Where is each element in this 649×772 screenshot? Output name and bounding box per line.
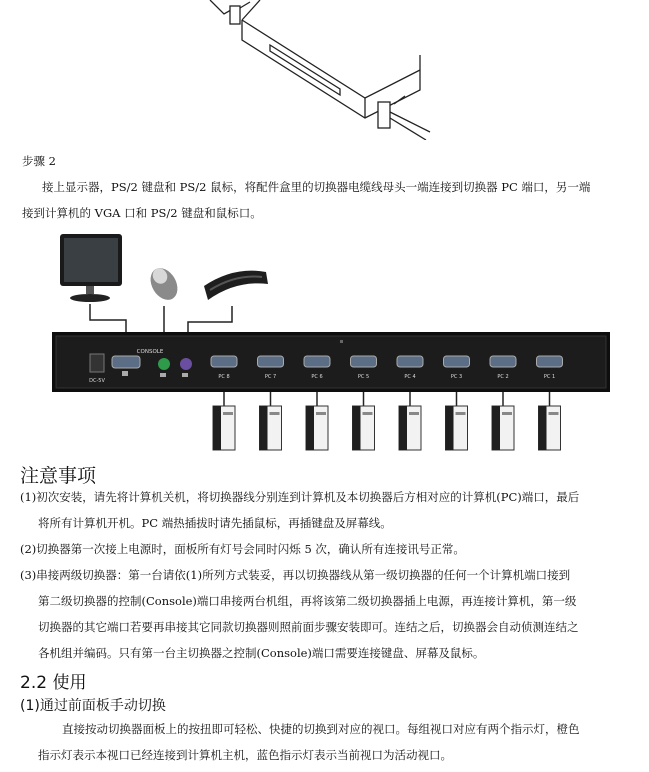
port-label: PC 3	[450, 374, 463, 380]
vga-port	[258, 356, 284, 367]
computer-tower-icon	[353, 406, 375, 450]
vga-port	[397, 356, 423, 367]
dc-label: DC-5V	[89, 378, 105, 384]
note-line: 切换器的其它端口若要再串接其它同款切换器则照前面步骤安装即可。连结之后，切换器会自动侦测连结之	[38, 620, 579, 634]
subsection-heading: (1)通过前面板手动切换	[20, 698, 166, 714]
vga-port	[490, 356, 516, 367]
computer-tower-icon	[399, 406, 421, 450]
computer-tower-icon	[492, 406, 514, 450]
vga-port	[351, 356, 377, 367]
note-line: 各机组并编码。只有第一台主切换器之控制(Console)端口需要连接键盘、屏幕及鼠标。	[38, 646, 485, 660]
rackmount-illustration	[190, 0, 450, 140]
note-line: (2)切换器第一次接上电源时，面板所有灯号会同时闪烁 5 次，确认所有连接讯号正常。	[20, 542, 465, 556]
connection-diagram	[52, 228, 610, 460]
section-heading: 2.2 使用	[20, 673, 87, 693]
computer-tower-icon	[213, 406, 235, 450]
usage-paragraph-line: 直接按动切换器面板上的按扭即可轻松、快捷的切换到对应的视口。每组视口对应有两个指示灯，橙色	[62, 722, 580, 736]
vga-port	[537, 356, 563, 367]
port-label: PC 4	[404, 374, 416, 380]
note-line: (1)初次安装，请先将计算机关机，将切换器线分别连到计算机及本切换器后方相对应的计算机(PC)端口，最后	[20, 490, 580, 504]
port-label: PC 5	[357, 374, 370, 380]
note-line: 第二级切换器的控制(Console)端口串接两台机组，再将该第二级切换器插上电源，再连接计算机，第一级	[38, 594, 577, 608]
computer-tower-icon	[446, 406, 468, 450]
port-label: PC 8	[218, 374, 230, 380]
vga-port	[211, 356, 237, 367]
note-line: (3)串接两级切换器：第一台请依(1)所列方式装妥，再以切换器线从第一级切换器的任何一个计算机端口接到	[20, 568, 571, 582]
note-line: 将所有计算机开机。PC 端热插拔时请先插鼠标，再插键盘及屏幕线。	[38, 516, 392, 530]
vga-port	[444, 356, 470, 367]
port-label: PC 6	[311, 374, 323, 380]
step-paragraph-line: 接到计算机的 VGA 口和 PS/2 键盘和鼠标口。	[22, 206, 262, 220]
port-label: PC 2	[497, 374, 509, 380]
monitor-icon	[60, 234, 122, 302]
step-paragraph-line: 接上显示器，PS/2 键盘和 PS/2 鼠标，将配件盒里的切换器电缆线母头一端连接到切换器 PC 端口，另一端	[42, 180, 591, 194]
mouse-icon	[145, 263, 183, 304]
computer-tower-icon	[306, 406, 328, 450]
notes-heading: 注意事项	[20, 465, 97, 487]
computer-tower-icon	[260, 406, 282, 450]
vga-port	[304, 356, 330, 367]
port-label: PC 1	[543, 374, 556, 380]
usage-paragraph-line: 指示灯表示本视口已经连接到计算机主机，蓝色指示灯表示当前视口为活动视口。	[38, 748, 452, 762]
computer-tower-icon	[539, 406, 561, 450]
console-label: CONSOLE	[136, 349, 164, 355]
port-label: PC 7	[264, 374, 277, 380]
keyboard-icon	[204, 271, 268, 300]
step-title: 步骤 2	[22, 154, 56, 168]
